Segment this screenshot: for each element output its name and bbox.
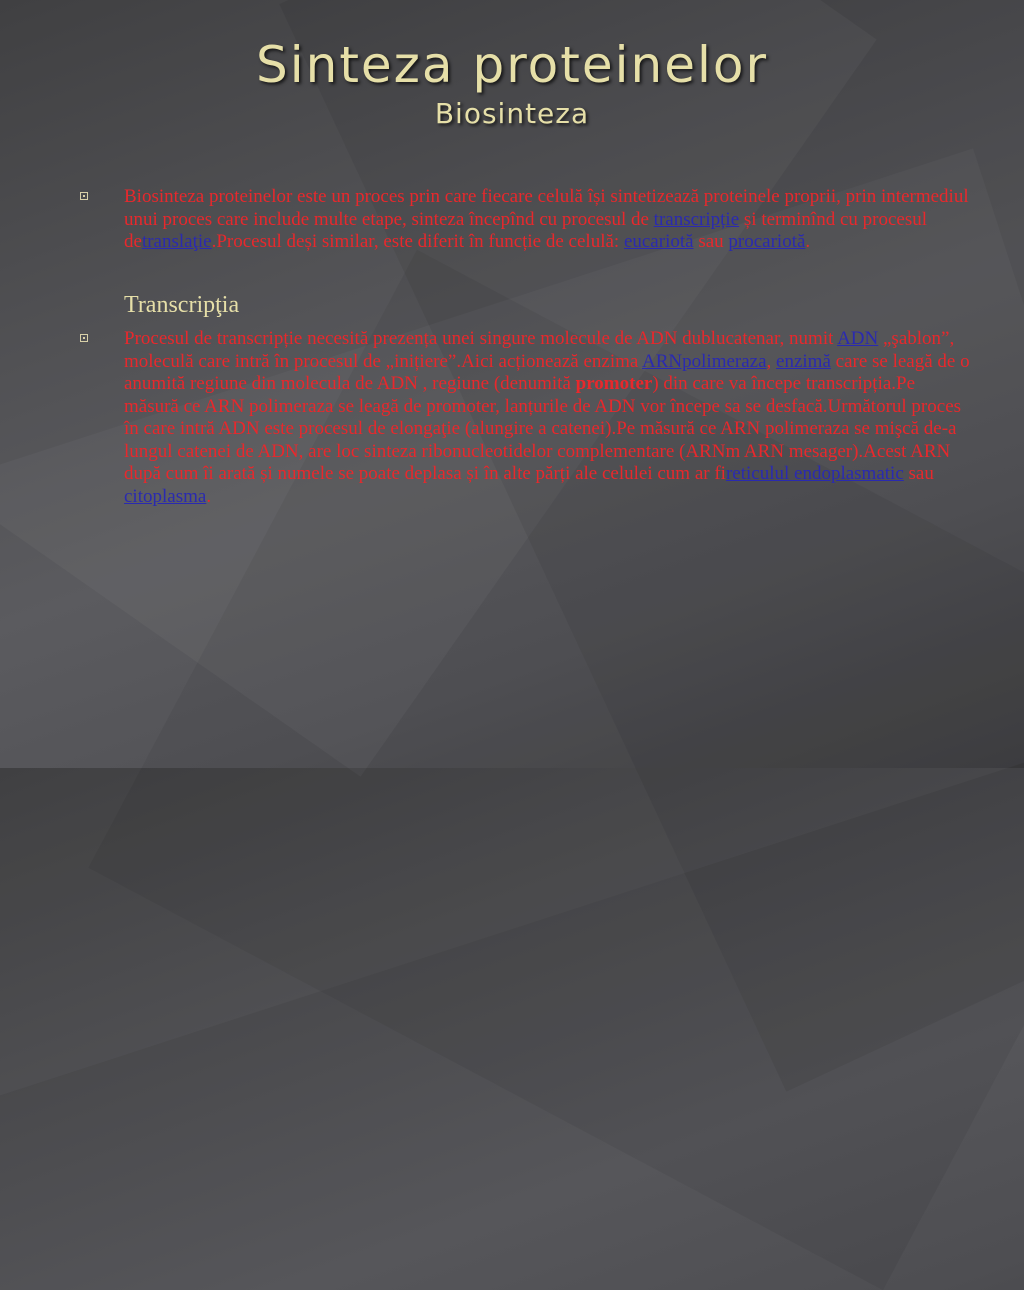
paragraph-transcriptie (80, 328, 970, 508)
bold-promoter: promoter (575, 373, 653, 394)
slide-content (80, 186, 970, 508)
paragraph-text: . (206, 485, 212, 507)
paragraph-text: sau (903, 463, 934, 484)
link-enzima[interactable]: enzimă (776, 350, 831, 372)
link-reticulul-endoplasmatic[interactable]: reticulul endoplasmatic (725, 463, 904, 484)
link-arn-polimeraza[interactable]: ARNpolimeraza (642, 350, 767, 372)
paragraph-text: Procesul de transcripție necesită prezența unei singure molecule de ADN dublucatenar, numit (124, 328, 838, 349)
link-eucariota[interactable]: eucariotă (623, 231, 694, 252)
square-bullet-icon (80, 192, 88, 200)
paragraph-text: și terminînd cu procesul de (124, 208, 927, 252)
title-block (0, 38, 1024, 130)
link-translatie[interactable]: translaţie (141, 231, 212, 252)
slide-title: Sinteza proteinelor (256, 36, 768, 94)
paragraph-text: .Procesul deși similar, este diferit în funcție de celulă: (211, 231, 624, 252)
paragraph-text: sau (693, 231, 729, 252)
link-procariota[interactable]: procariotă (728, 231, 806, 252)
slide-subtitle: Biosinteza (434, 97, 590, 130)
paragraph-text: ) din care va începe transcripția.Pe măsură ce ARN polimeraza se leagă de promoter, lanțurile de ADN vor începe sa se desfacă.Următorul proces în care intră ADN este procesul de elongaţie (alungire a catenei).Pe măsură ce ARN polimeraza se mişcă de-a lungul catenei de ADN, are loc sinteza ribonucleotidelor complementare (ARNm ARN mesager).Acest ARN după cum îi arată și numele se poate deplasa și în alte părți ale celulei cum ar fi (124, 373, 962, 484)
square-bullet-icon (80, 334, 88, 342)
paragraph-biosinteza (80, 186, 970, 254)
paragraph-text: „şablon”, moleculă care intră în procesul de „inițiere”.Aici acționează enzima (124, 328, 955, 372)
paragraph-text: . (805, 231, 811, 252)
background-shape (279, 0, 1024, 1092)
link-transcriptie[interactable]: transcripție (653, 208, 740, 230)
paragraph-text: Biosinteza proteinelor este un proces prin care fiecare celulă își sintetizează proteinele proprii, prin intermediul unui proces care include multe etape, sinteza începînd cu procesul de (124, 186, 969, 230)
paragraph-text: care se leagă de o anumită regiune din molecula de ADN , regiune (denumită (124, 350, 970, 394)
paragraph-text: , (766, 350, 777, 372)
section-heading: Transcripţia (124, 291, 240, 318)
link-adn[interactable]: ADN (837, 328, 879, 349)
link-citoplasma[interactable]: citoplasma (124, 485, 207, 507)
